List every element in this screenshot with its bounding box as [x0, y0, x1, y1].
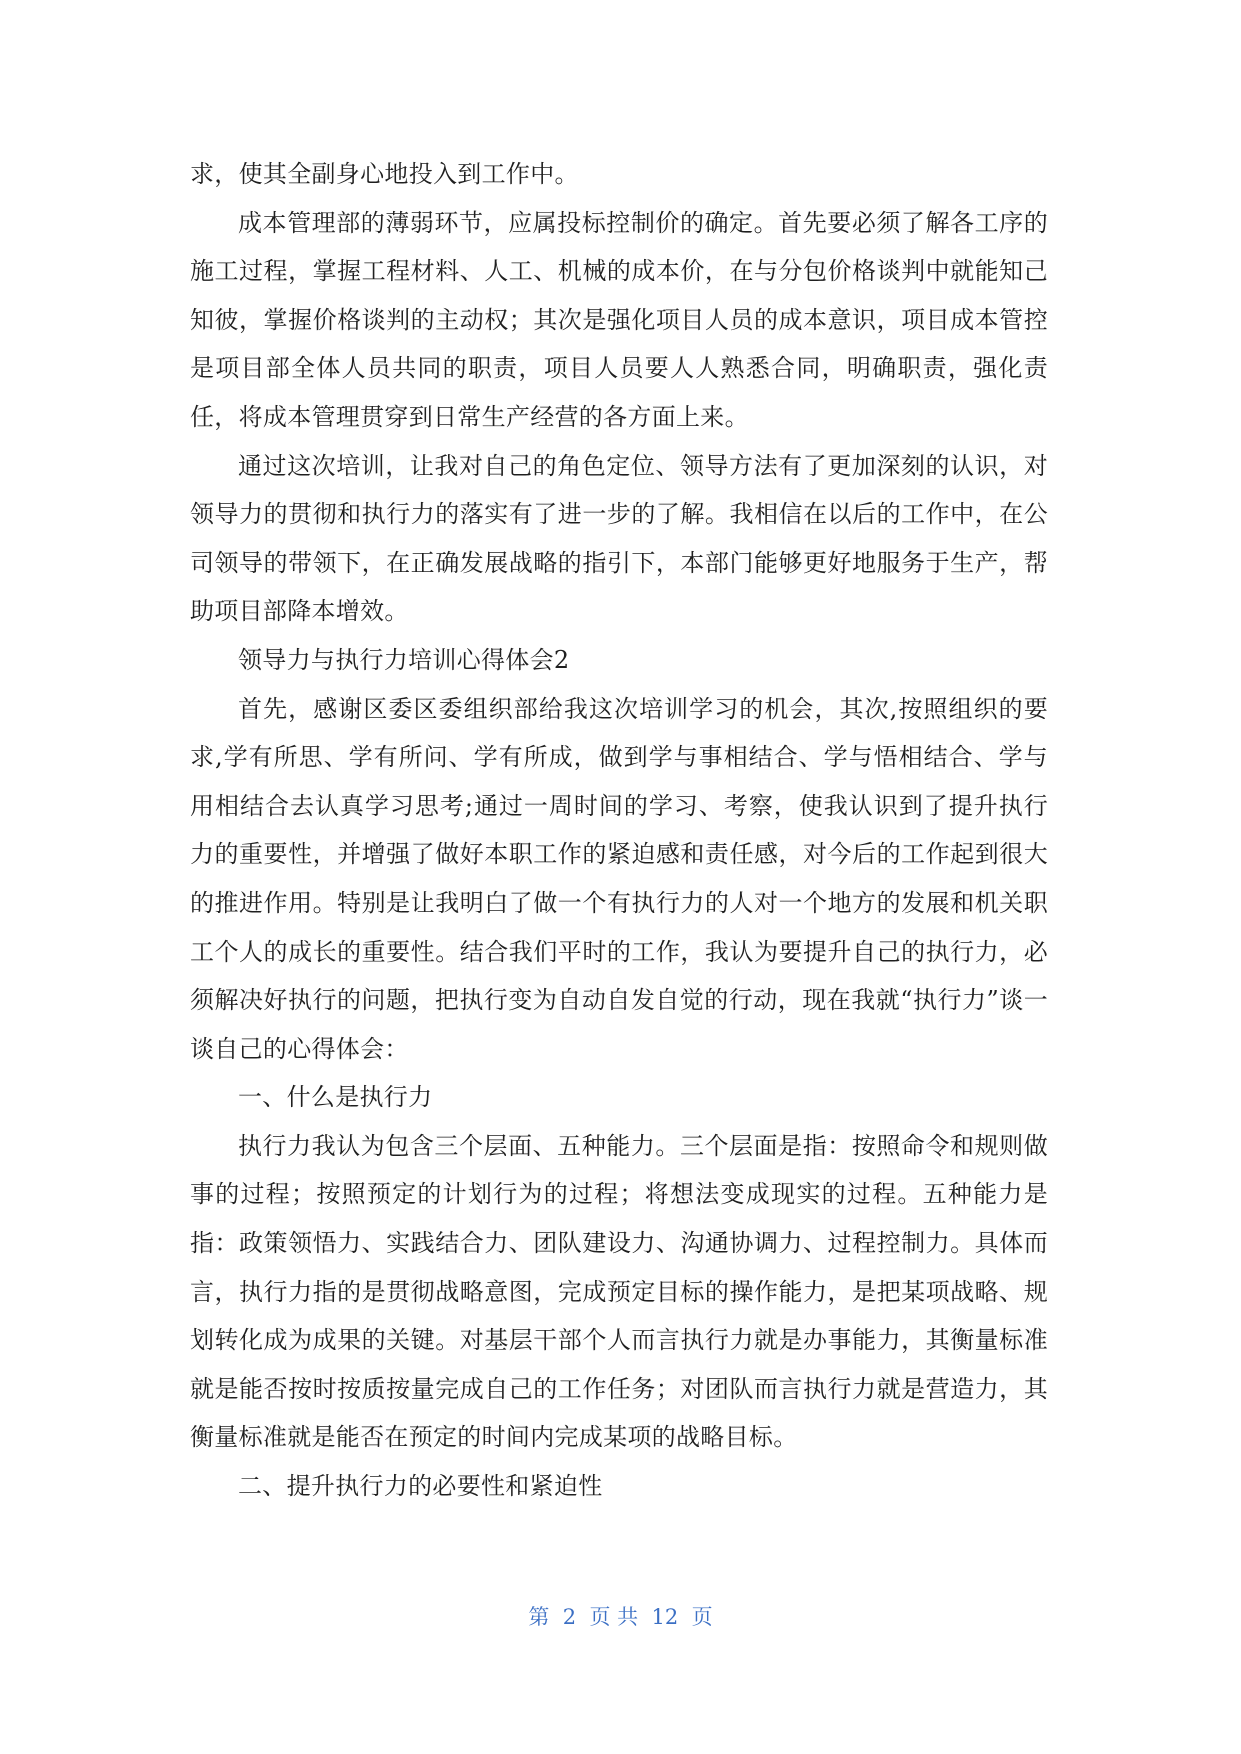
paragraph-cost-management: 成本管理部的薄弱环节，应属投标控制价的确定。首先要必须了解各工序的施工过程，掌握工程材料、人工、机械的成本价，在与分包价格谈判中就能知己知彼，掌握价格谈判的主动权；其次是强化项目人员的成本意识，项目成本管控是项目部全体人员共同的职责，项目人员要人人熟悉合同，明确职责，强化责任，将成本管理贯穿到日常生产经营的各方面上来。 — [190, 208, 1048, 431]
section-title: 领导力与执行力培训心得体会2 — [238, 645, 570, 674]
paragraph-execution-definition: 执行力我认为包含三个层面、五种能力。三个层面是指：按照命令和规则做事的过程；按照预定的计划行为的过程；将想法变成现实的过程。五种能力是指：政策领悟力、实践结合力、团队建设力、沟通协调力、过程控制力。具体而言，执行力指的是贯彻战略意图，完成预定目标的操作能力，是把某项战略、规划转化成为成果的关键。对基层干部个人而言执行力就是办事能力，其衡量标准就是能否按时按质按量完成自己的工作任务；对团队而言执行力就是营造力，其衡量标准就是能否在预定的时间内完成某项的战略目标。 — [190, 1131, 1048, 1452]
paragraph-training-summary: 通过这次培训，让我对自己的角色定位、领导方法有了更加深刻的认识，对领导力的贯彻和执行力的落实有了进一步的了解。我相信在以后的工作中，在公司领导的带领下，在正确发展战略的指引下，本部门能够更好地服务于生产，帮助项目部降本增效。 — [190, 451, 1048, 626]
page-number-footer: 第 2 页 共 12 页 — [528, 1605, 713, 1629]
document-body — [190, 150, 1048, 1511]
heading-what-is-execution: 一、什么是执行力 — [238, 1083, 433, 1112]
paragraph-introduction: 首先，感谢区委区委组织部给我这次培训学习的机会，其次,按照组织的要求,学有所思、学有所问、学有所成，做到学与事相结合、学与悟相结合、学与用相结合去认真学习思考;通过一周时间的学习、考察，使我认识到了提升执行力的重要性，并增强了做好本职工作的紧迫感和责任感，对今后的工作起到很大的推进作用。特别是让我明白了做一个有执行力的人对一个地方的发展和机关职工个人的成长的重要性。结合我们平时的工作，我认为要提升自己的执行力，必须解决好执行的问题，把执行变为自动自发自觉的行动，现在我就“执行力”谈一谈自己的心得体会： — [190, 694, 1048, 1063]
heading-necessity: 二、提升执行力的必要性和紧迫性 — [238, 1472, 603, 1501]
paragraph-continuation: 求，使其全副身心地投入到工作中。 — [190, 160, 579, 188]
